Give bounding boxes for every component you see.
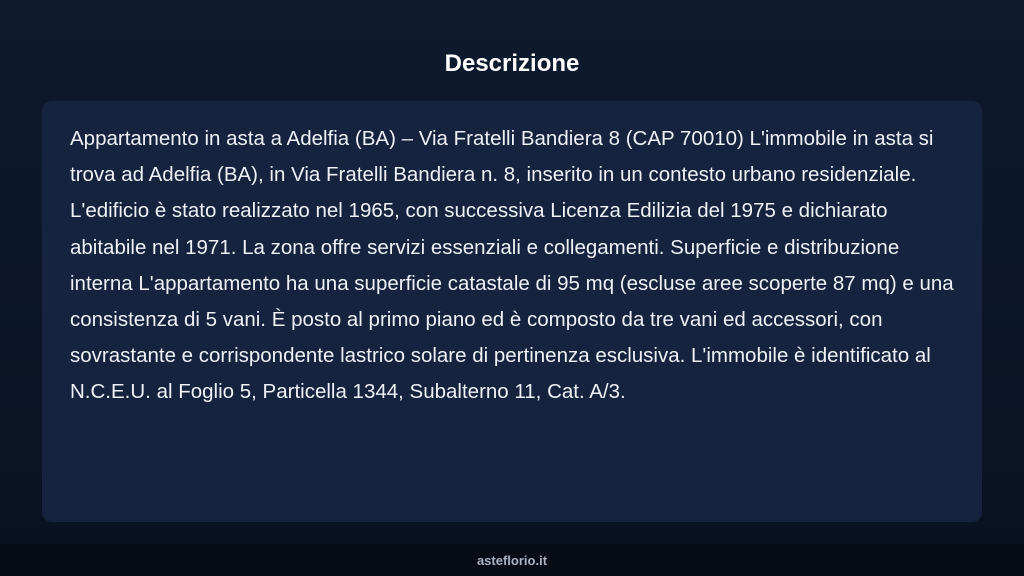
description-text: Appartamento in asta a Adelfia (BA) – Via Fratelli Bandiera 8 (CAP 70010) L'immobile in asta si trova ad Adelfia (BA), in Via Fratelli Bandiera n. 8, inserito in un contesto urbano residenziale. L'edificio è stato realizzato nel 1965, con successiva Licenza Edilizia del 1975 e dichiarato abitabile nel 1971. La zona offre servizi essenziali e collegamenti. Superficie e distribuzione interna L'appartamento ha una superficie catastale di 95 mq (escluse aree scoperte 87 mq) e una consistenza di 5 vani. È posto al primo piano ed è composto da tre vani ed accessori, con sovrastante e corrispondente lastrico solare di pertinenza esclusiva. L'immobile è identificato al N.C.E.U. al Foglio 5, Particella 1344, Subalterno 11, Cat. A/3. [70, 127, 954, 404]
footer-brand: asteflorio.it [476, 552, 548, 568]
page-title: Descrizione [444, 50, 580, 77]
footer-bar [0, 544, 1024, 576]
description-card [42, 101, 982, 522]
